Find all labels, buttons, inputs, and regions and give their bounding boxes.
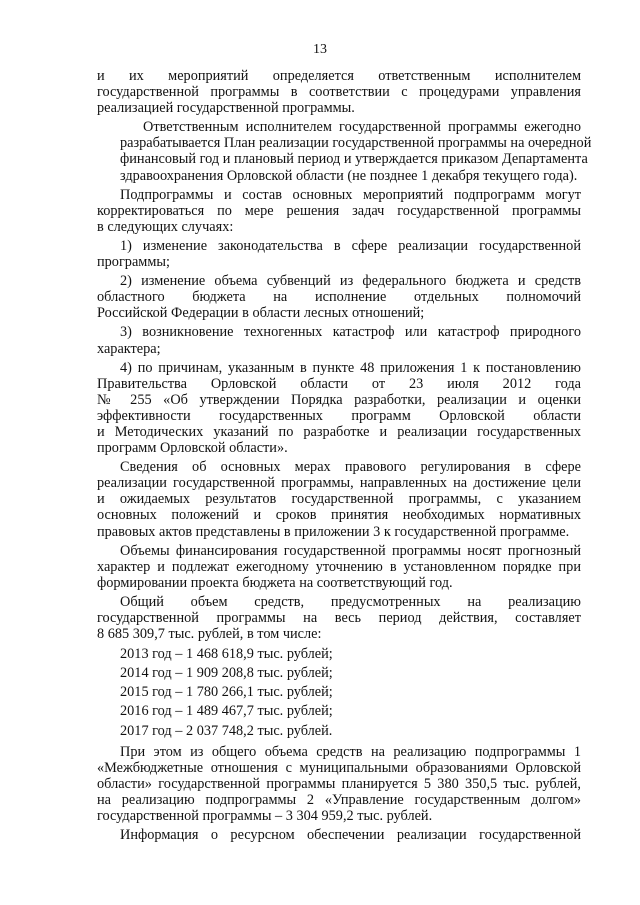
text-line: характера; <box>97 340 161 357</box>
paragraph-responsible-executor <box>97 68 581 116</box>
text-line: и Методических указаний по разработке и реализации государственных <box>97 423 581 440</box>
text-line: 1) изменение законодательства в сфере реализации государственной <box>120 237 581 254</box>
page-body <box>97 68 592 844</box>
text-line: здравоохранения Орловской области (не позднее 1 декабря текущего года). <box>120 167 578 184</box>
text-line: 3) возникновение техногенных катастроф или катастроф природного <box>120 324 581 341</box>
text-line: Сведения об основных мерах правового регулирования в сфере <box>120 459 581 476</box>
paragraph-subprogram-adjustment <box>97 187 581 235</box>
text-line: на реализацию подпрограммы 2 «Управление государственным долгом» <box>97 791 581 808</box>
funding-year-2014: 2014 год – 1 909 208,8 тыс. рублей; <box>120 665 333 682</box>
text-line: и ожидаемых результатов государственной программы, с указанием <box>97 491 581 508</box>
list-item-4 <box>97 360 581 457</box>
paragraph-legal-regulation <box>97 459 581 539</box>
text-line: областного бюджета на исполнение отдельных полномочий <box>97 289 581 306</box>
text-line: реализации государственной программы, направленных на достижение цели <box>97 475 581 492</box>
paragraph-subprogram-funding <box>97 744 581 824</box>
text-line: государственной программы в соответствии с процедурами управления <box>97 84 581 101</box>
text-line: правовых актов представлены в приложении 3 к государственной программе. <box>97 523 570 540</box>
text-line: 8 685 309,7 тыс. рублей, в том числе: <box>97 626 322 643</box>
text-line: При этом из общего объема средств на реализацию подпрограммы 1 <box>120 743 581 760</box>
list-item-3 <box>97 324 581 356</box>
text-line: реализацией государственной программы. <box>97 100 355 117</box>
text-line: формировании проекта бюджета на соответствующий год. <box>97 574 453 591</box>
text-line: Российской Федерации в области лесных отношений; <box>97 305 425 322</box>
paragraph-implementation-plan <box>97 119 592 184</box>
funding-year-2017: 2017 год – 2 037 748,2 тыс. рублей. <box>120 722 333 739</box>
funding-year-2013: 2013 год – 1 468 618,9 тыс. рублей; <box>120 646 333 663</box>
text-line: основных положений и сроков принятия необходимых нормативных <box>97 507 581 524</box>
text-line: 4) по причинам, указанным в пункте 48 приложения 1 к постановлению <box>120 359 581 376</box>
text-line: характер и подлежат ежегодному уточнению в установленном порядке при <box>97 558 581 575</box>
paragraph-funding-forecast <box>97 543 581 591</box>
text-line: Ответственным исполнителем государственной программы ежегодно <box>143 119 581 136</box>
text-line: «Межбюджетные отношения с муниципальными образованиями Орловской <box>97 759 581 776</box>
funding-year-2015: 2015 год – 1 780 266,1 тыс. рублей; <box>120 684 333 701</box>
text-line: 2) изменение объема субвенций из федерального бюджета и средств <box>120 273 581 290</box>
text-line: Правительства Орловской области от 23 июля 2012 года <box>97 375 581 392</box>
funding-by-year-list <box>97 646 581 738</box>
text-line: Информация о ресурсном обеспечении реализации государственной <box>120 827 581 844</box>
text-line: и их мероприятий определяется ответственным исполнителем <box>97 68 581 84</box>
text-line: эффективности государственных программ Орловской области <box>97 407 581 424</box>
text-line: программ Орловской области». <box>97 440 288 457</box>
text-line: области» государственной программы планируется 5 380 350,5 тыс. рублей, <box>97 775 581 792</box>
text-line: Общий объем средств, предусмотренных на реализацию <box>120 593 581 610</box>
text-line: Объемы финансирования государственной программы носят прогнозный <box>120 542 581 559</box>
page-number: 13 <box>313 42 327 57</box>
text-line: программы; <box>97 254 170 271</box>
paragraph-resource-info <box>97 827 581 843</box>
text-line: корректироваться по мере решения задач государственной программы <box>97 202 581 219</box>
paragraph-total-funding <box>97 594 581 642</box>
text-line: Подпрограммы и состав основных мероприятий подпрограмм могут <box>120 186 581 203</box>
text-line: государственной программы на весь период действия, составляет <box>97 610 581 626</box>
funding-year-2016: 2016 год – 1 489 467,7 тыс. рублей; <box>120 703 333 720</box>
text-line: разрабатывается План реализации государственной программы на очередной <box>120 135 592 152</box>
list-item-1 <box>97 238 581 270</box>
text-line: в следующих случаях: <box>97 218 234 235</box>
text-line: государственной программы – 3 304 959,2 тыс. рублей. <box>97 808 433 825</box>
text-line: финансовый год и плановый период и утверждается приказом Департамента <box>120 151 588 168</box>
list-item-2 <box>97 273 581 321</box>
text-line: № 255 «Об утверждении Порядка разработки, реализации и оценки <box>97 391 581 408</box>
